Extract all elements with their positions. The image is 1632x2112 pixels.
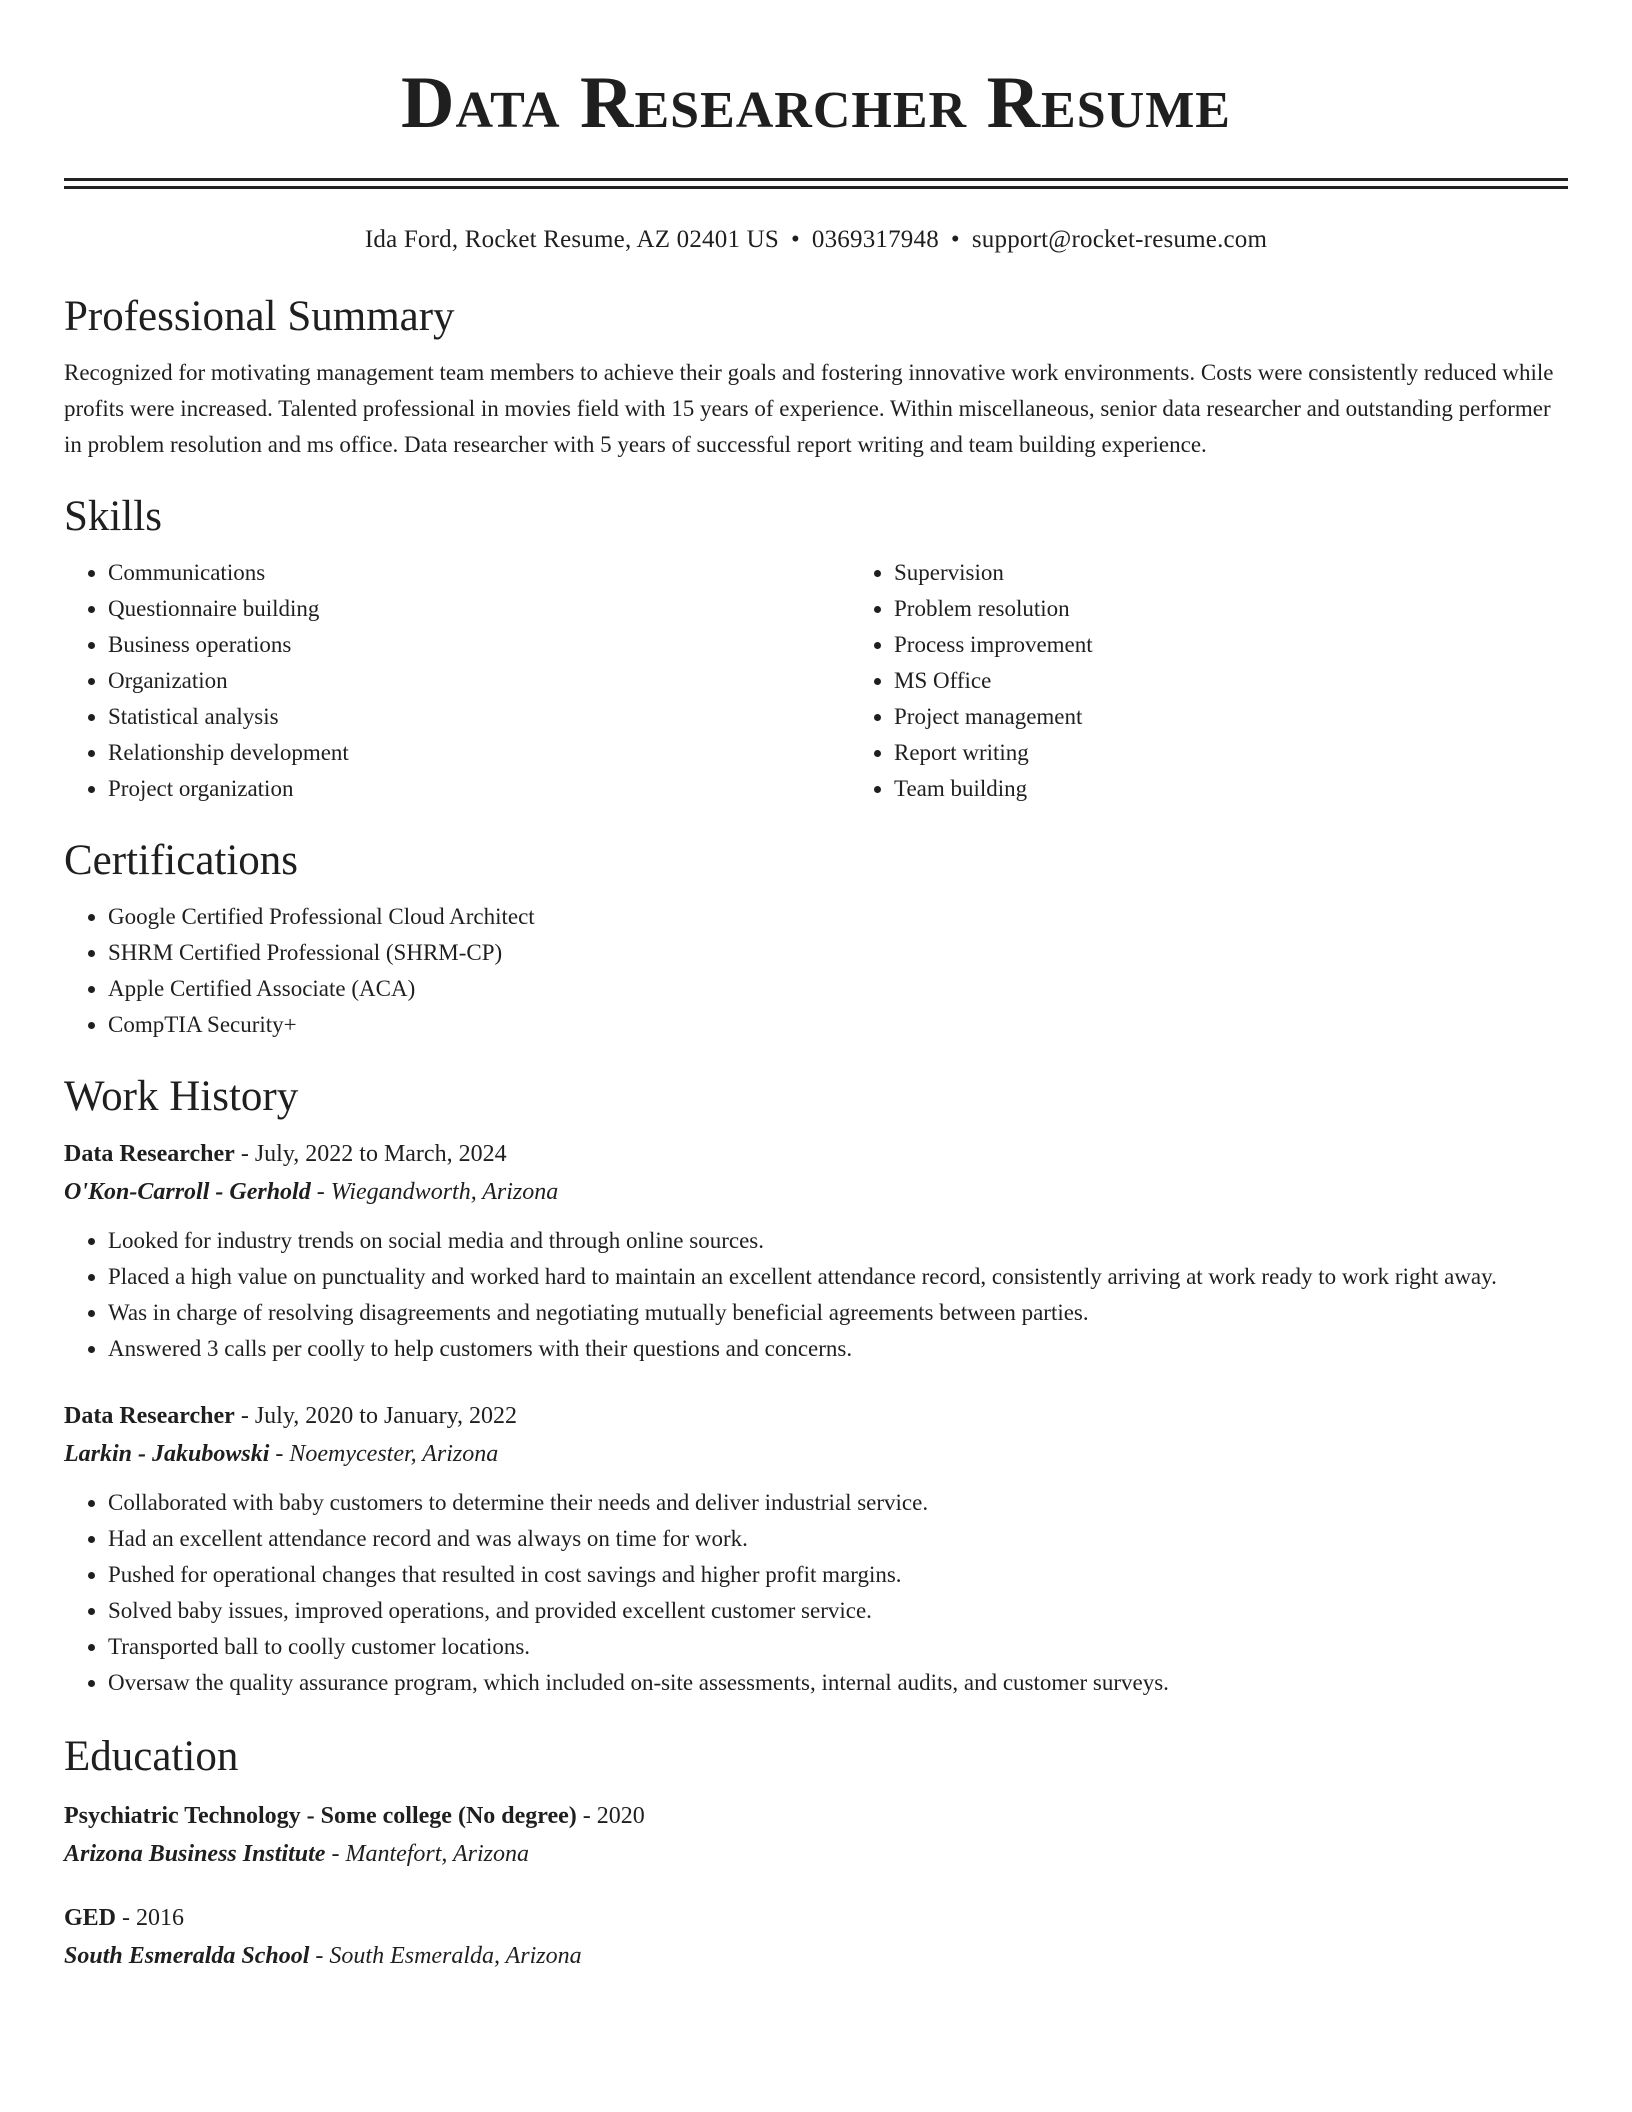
job-title: Data Researcher	[64, 1403, 235, 1429]
school-name: Arizona Business Institute	[64, 1841, 326, 1867]
school-line	[64, 1937, 1568, 1975]
job-title-line	[64, 1397, 1568, 1435]
education-entry	[64, 1797, 1568, 1873]
job-entry	[64, 1135, 1568, 1367]
job-bullet: • Transported ball to coolly customer locations.	[108, 1629, 1568, 1665]
job-bullet: • Looked for industry trends on social media and through online sources.	[108, 1223, 1568, 1259]
education-entry	[64, 1899, 1568, 1975]
contact-address: Ida Ford, Rocket Resume, AZ 02401 US	[364, 226, 779, 253]
skill-item: • Communications	[108, 555, 850, 591]
job-bullets	[64, 1223, 1568, 1367]
contact-phone: 0369317948	[811, 226, 939, 253]
contact-line	[64, 223, 1568, 257]
summary-text: Recognized for motivating management team members to achieve their goals and fostering innovative work environments. Costs were consistently reduced while profits were increased. Talented professional in movies field with 15 years of experience. Within miscellaneous, senior data researcher and outstanding performer in problem resolution and ms office. Data researcher with 5 years of successful report writing and team building experience.	[64, 360, 1554, 457]
contact-email: support@rocket-resume.com	[971, 226, 1268, 253]
degree-name: Psychiatric Technology - Some college (No degree)	[64, 1803, 577, 1829]
degree-line	[64, 1797, 1568, 1835]
skills-section	[64, 491, 1568, 807]
degree-name: GED	[64, 1905, 117, 1931]
certifications-heading: Certifications	[64, 837, 299, 884]
school-location: - Mantefort, Arizona	[325, 1841, 530, 1867]
skills-list-left	[64, 555, 850, 807]
skill-item: • Questionnaire building	[108, 591, 850, 627]
certification-item: • Apple Certified Associate (ACA)	[108, 971, 1568, 1007]
job-entry	[64, 1397, 1568, 1701]
resume-page	[64, 0, 1568, 1975]
job-bullet: • Placed a high value on punctuality and worked hard to maintain an excellent attendance record, consistently arriving at work ready to work right away.	[108, 1259, 1568, 1295]
work-history-section	[64, 1071, 1568, 1701]
job-title: Data Researcher	[64, 1141, 235, 1167]
job-dates: - July, 2020 to January, 2022	[234, 1403, 518, 1429]
skill-item: • Supervision	[894, 555, 1632, 591]
skill-item: • Project management	[894, 699, 1632, 735]
skill-item: • Statistical analysis	[108, 699, 850, 735]
skills-columns	[64, 555, 1568, 807]
job-dates: - July, 2022 to March, 2024	[234, 1141, 507, 1167]
certifications-section	[64, 835, 1568, 1043]
company-location: - Wiegandworth, Arizona	[310, 1179, 559, 1205]
work-history-heading: Work History	[64, 1073, 299, 1120]
job-title-line	[64, 1135, 1568, 1173]
job-bullet: • Collaborated with baby customers to determine their needs and deliver industrial service.	[108, 1485, 1568, 1521]
skill-item: • Report writing	[894, 735, 1632, 771]
degree-year: - 2020	[576, 1803, 645, 1829]
company-name: O'Kon-Carroll - Gerhold	[64, 1179, 311, 1205]
certifications-list	[64, 899, 1568, 1043]
skill-item: • Problem resolution	[894, 591, 1632, 627]
job-bullet: • Was in charge of resolving disagreements and negotiating mutually beneficial agreements between parties.	[108, 1295, 1568, 1331]
skill-item: • Business operations	[108, 627, 850, 663]
company-line	[64, 1173, 1568, 1211]
skill-item: • Process improvement	[894, 627, 1632, 663]
job-bullet: • Pushed for operational changes that resulted in cost savings and higher profit margins.	[108, 1557, 1568, 1593]
education-section	[64, 1731, 1568, 1975]
skill-item: • Relationship development	[108, 735, 850, 771]
job-bullet: • Had an excellent attendance record and was always on time for work.	[108, 1521, 1568, 1557]
certification-item: • SHRM Certified Professional (SHRM-CP)	[108, 935, 1568, 971]
company-name: Larkin - Jakubowski	[64, 1441, 270, 1467]
skill-item: • MS Office	[894, 663, 1632, 699]
summary-heading: Professional Summary	[64, 293, 455, 340]
job-bullet: • Oversaw the quality assurance program, which included on-site assessments, internal audits, and customer surveys.	[108, 1665, 1568, 1701]
job-bullet: • Solved baby issues, improved operations, and provided excellent customer service.	[108, 1593, 1568, 1629]
school-name: South Esmeralda School	[64, 1943, 310, 1969]
degree-year: - 2016	[116, 1905, 185, 1931]
page-title: Data Researcher Resume	[401, 62, 1231, 144]
job-bullet: • Answered 3 calls per coolly to help customers with their questions and concerns.	[108, 1331, 1568, 1367]
education-heading: Education	[64, 1733, 239, 1780]
contact-separator: •	[790, 226, 800, 253]
skill-item: • Team building	[894, 771, 1632, 807]
company-location: - Noemycester, Arizona	[269, 1441, 499, 1467]
skill-item: • Organization	[108, 663, 850, 699]
school-line	[64, 1835, 1568, 1873]
summary-section	[64, 291, 1568, 463]
contact-separator: •	[950, 226, 960, 253]
school-location: - South Esmeralda, Arizona	[309, 1943, 582, 1969]
degree-line	[64, 1899, 1568, 1937]
skills-heading: Skills	[64, 493, 162, 540]
skills-list-right	[850, 555, 1632, 807]
job-bullets	[64, 1485, 1568, 1701]
skill-item: • Project organization	[108, 771, 850, 807]
company-line	[64, 1435, 1568, 1473]
certification-item: • CompTIA Security+	[108, 1007, 1568, 1043]
certification-item: • Google Certified Professional Cloud Architect	[108, 899, 1568, 935]
title-divider	[64, 178, 1568, 189]
